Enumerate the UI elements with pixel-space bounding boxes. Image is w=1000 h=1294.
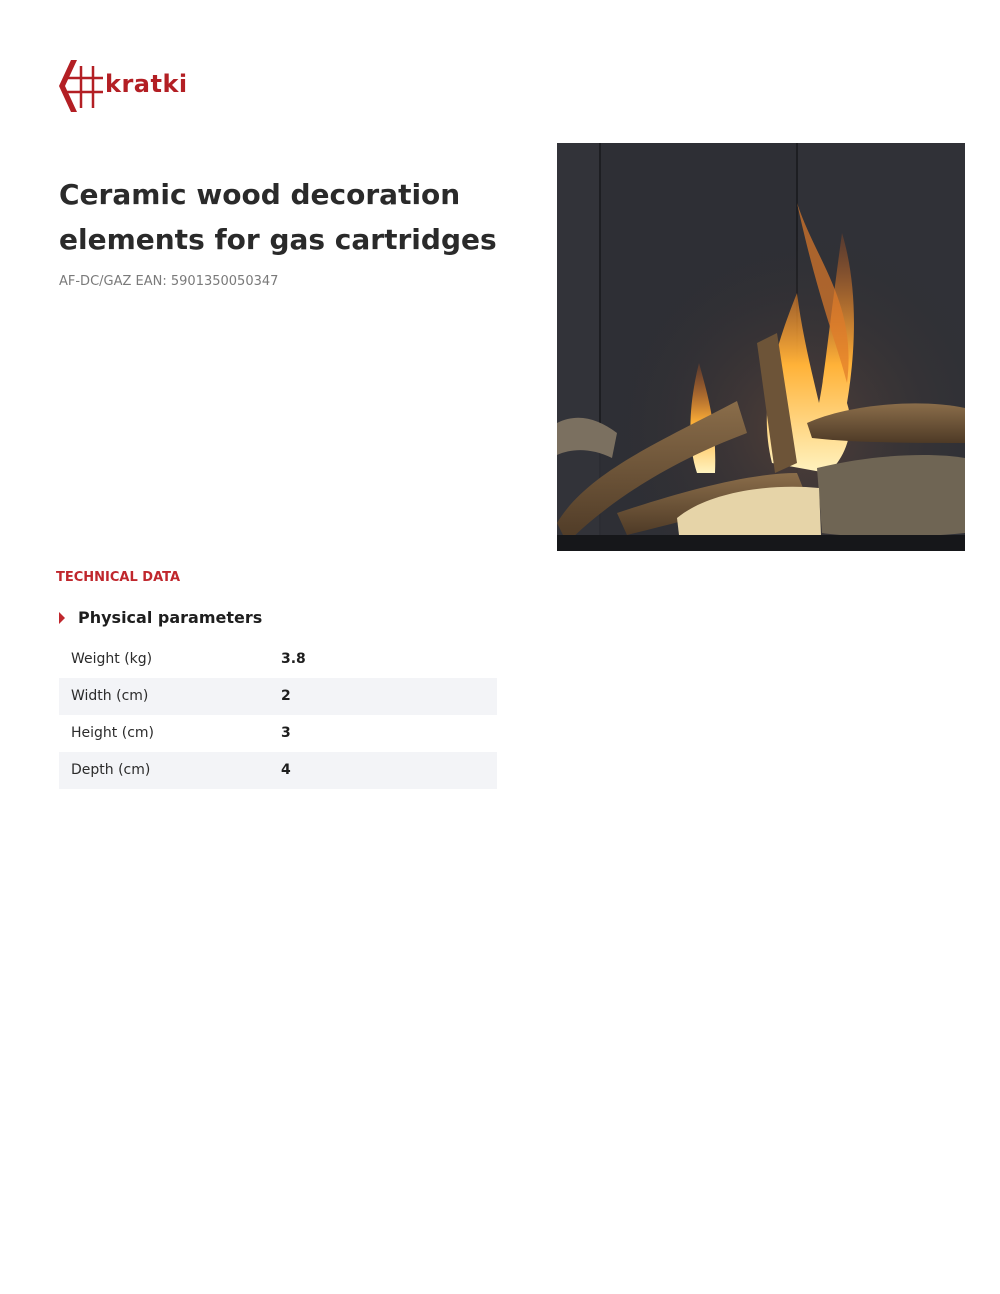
param-value: 3.8	[281, 651, 306, 667]
table-row	[59, 678, 497, 715]
brand-name: kratki	[105, 70, 188, 98]
param-label: Height (cm)	[71, 725, 154, 741]
table-row	[59, 641, 497, 678]
kratki-logo-icon	[57, 58, 107, 116]
product-photo	[557, 143, 965, 551]
param-value: 3	[281, 725, 291, 741]
param-value: 4	[281, 762, 291, 778]
parameters-table	[59, 641, 497, 789]
param-label: Weight (kg)	[71, 651, 153, 667]
brand-logo	[57, 58, 227, 116]
group-title: Physical parameters	[78, 608, 263, 627]
param-label: Depth (cm)	[71, 762, 151, 778]
param-label: Width (cm)	[71, 688, 149, 704]
product-title: Ceramic wood decoration elements for gas cartridges	[59, 178, 497, 256]
table-row	[59, 752, 497, 789]
section-technical-data: TECHNICAL DATA	[56, 570, 181, 585]
param-value: 2	[281, 688, 291, 704]
caret-right-icon	[59, 612, 65, 624]
product-code: AF-DC/GAZ EAN: 5901350050347	[59, 274, 279, 289]
table-row	[59, 715, 497, 752]
